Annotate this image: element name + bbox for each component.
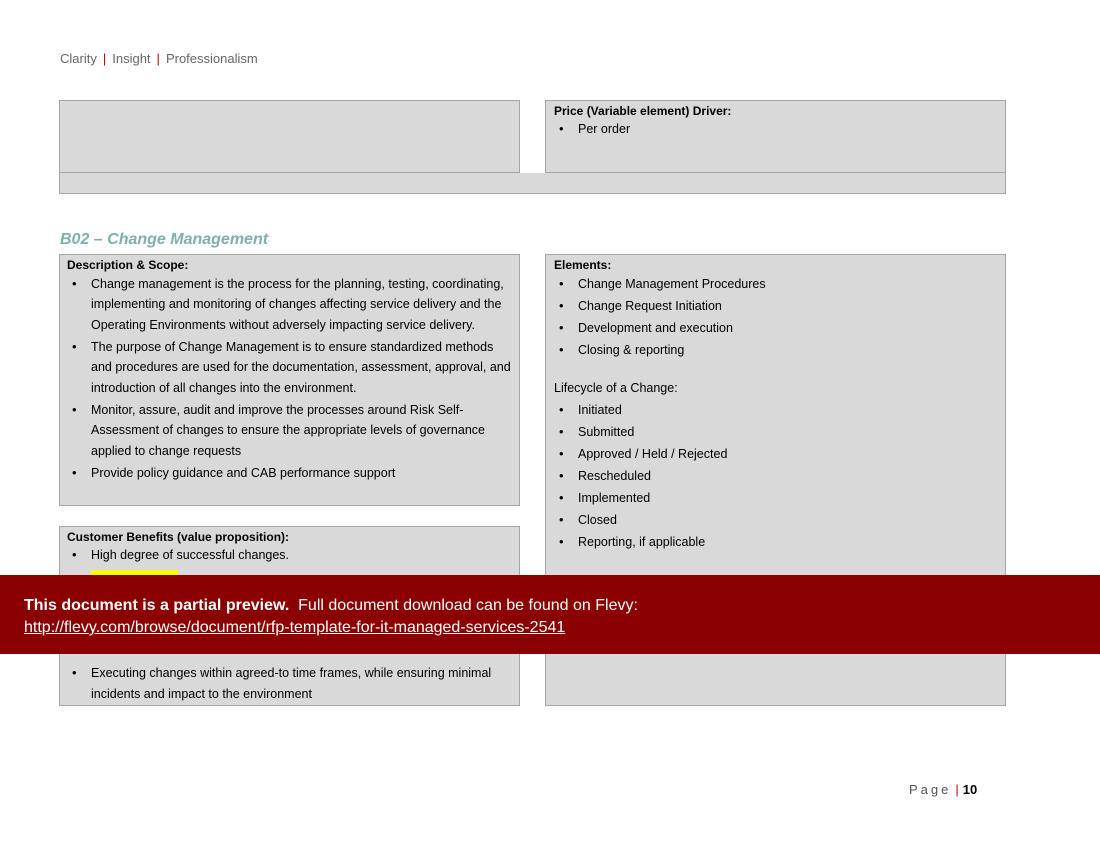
- prev-left-box: [59, 100, 520, 173]
- list-item: • Reporting, if applicable: [554, 532, 997, 553]
- list-item: • Initiated: [554, 400, 997, 421]
- list-item: • Rescheduled: [554, 466, 997, 487]
- elements-title: Elements:: [554, 258, 612, 272]
- list-item: • The purpose of Change Management is to ensure standardized methods and procedures are used for the documentation, assessment, approval, and introduction of all changes into the environment.: [67, 337, 511, 399]
- header-item: Professionalism: [165, 51, 258, 66]
- banner-bold-text: This document is a partial preview.: [24, 597, 290, 614]
- list-item: • Executing changes within agreed-to time frames, while ensuring minimal incidents and impact to the environment: [67, 663, 513, 704]
- header-item: Insight: [112, 51, 151, 66]
- list-item: • Monitor, assure, audit and improve the processes around Risk Self-Assessment of changes to ensure the appropriate levels of governance applied to change requests: [67, 400, 511, 462]
- list-item: • Submitted: [554, 422, 997, 443]
- list-item: • Closing & reporting: [554, 340, 997, 361]
- banner-text: Full document download can be found on Flevy:: [298, 597, 638, 614]
- header-item: Clarity: [60, 51, 97, 66]
- price-driver-title: Price (Variable element) Driver:: [554, 104, 732, 118]
- description-title: Description & Scope:: [67, 258, 189, 272]
- list-item: • Change management is the process for the planning, testing, coordinating, implementing and monitoring of changes affecting service delivery and the Operating Environments without adversely impacting service delivery.: [67, 274, 511, 336]
- page-footer: Page | 10: [909, 782, 978, 797]
- document-header: Clarity | Insight | Professionalism: [60, 51, 258, 66]
- lifecycle-title: Lifecycle of a Change:: [554, 381, 678, 395]
- list-item: • Change Management Procedures: [554, 274, 997, 295]
- list-item: • Implemented: [554, 488, 997, 509]
- list-item: • Change Request Initiation: [554, 296, 997, 317]
- list-item: • Approved / Held / Rejected: [554, 444, 997, 465]
- page-label: Page: [909, 782, 952, 797]
- list-item: • Provide policy guidance and CAB performance support: [67, 463, 511, 484]
- page-number: 10: [962, 782, 978, 797]
- list-item: • Per order: [554, 119, 997, 140]
- price-driver-box: [545, 100, 1006, 173]
- download-link[interactable]: http://flevy.com/browse/document/rfp-template-for-it-managed-services-2541: [24, 619, 566, 636]
- preview-banner: [0, 575, 1100, 654]
- section-title: B02 – Change Management: [60, 231, 269, 248]
- list-item: • Development and execution: [554, 318, 997, 339]
- benefits-title: Customer Benefits (value proposition):: [67, 530, 290, 544]
- description-box: [59, 254, 520, 506]
- list-item: • High degree of successful changes.: [67, 545, 511, 566]
- list-item: • Closed: [554, 510, 997, 531]
- prev-bottom-band: [59, 173, 1006, 194]
